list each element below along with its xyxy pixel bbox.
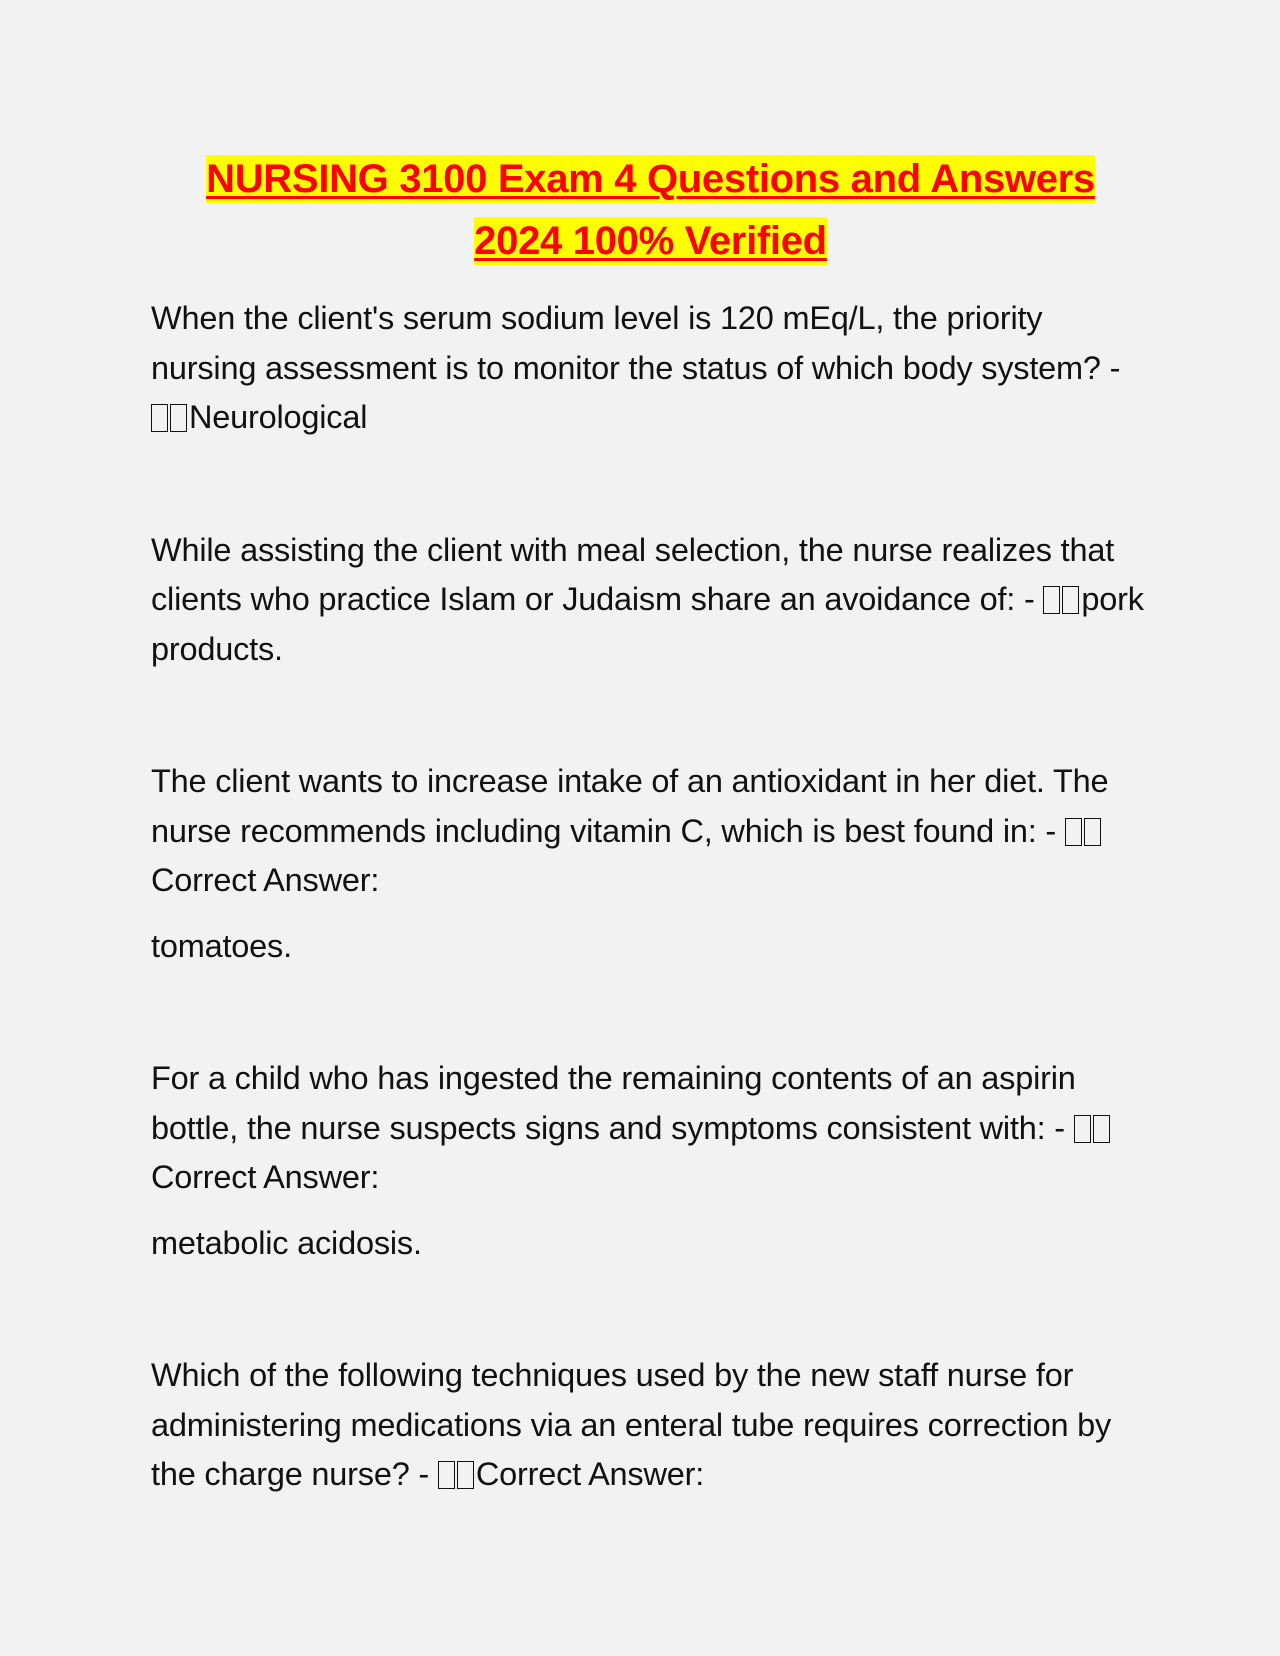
qa-item-1 [151, 294, 1150, 443]
answer-inline: Correct Answer: [151, 1159, 380, 1195]
missing-glyph-box-icon [151, 393, 189, 443]
question-text [151, 1351, 1150, 1500]
document-title [151, 148, 1150, 272]
question-text [151, 757, 1150, 906]
question-body: Which of the following techniques used by the new staff nurse for administering medications via an enteral tube requires correction by the charge nurse? - [151, 1357, 1112, 1492]
question-body: For a child who has ingested the remaining contents of an aspirin bottle, the nurse suspects signs and symptoms consistent with: - [151, 1060, 1076, 1146]
answer-inline: Correct Answer: [151, 862, 380, 898]
question-text [151, 1054, 1150, 1203]
document-title-line-2: 2024 100% Verified [474, 219, 827, 263]
answer-text: tomatoes. [151, 927, 292, 964]
answer-inline: Correct Answer: [475, 1456, 705, 1492]
answer-text: metabolic acidosis. [151, 1224, 422, 1261]
answer-inline: Neurological [189, 399, 368, 435]
missing-glyph-box-icon [1074, 1104, 1112, 1154]
question-body: The client wants to increase intake of an antioxidant in her diet. The nurse recommends including vitamin C, which is best found in: - [151, 763, 1109, 849]
qa-item-5 [151, 1351, 1150, 1500]
question-text [151, 526, 1150, 675]
qa-list [151, 294, 1150, 1500]
missing-glyph-box-icon [1043, 575, 1081, 625]
question-body: While assisting the client with meal selection, the nurse realizes that clients who practice Islam or Judaism share an avoidance of: - [151, 531, 1115, 617]
question-text [151, 294, 1150, 443]
question-body: When the client's serum sodium level is 120 mEq/L, the priority nursing assessment is to monitor the status of which body system? - [151, 300, 1121, 386]
document-title-line-1: NURSING 3100 Exam 4 Questions and Answers [206, 157, 1095, 201]
missing-glyph-box-icon [1065, 807, 1103, 857]
qa-item-2 [151, 526, 1150, 675]
qa-item-4 [151, 1054, 1150, 1268]
qa-item-3 [151, 757, 1150, 971]
missing-glyph-box-icon [438, 1450, 476, 1500]
answer-inline: pork products. [151, 581, 1144, 667]
